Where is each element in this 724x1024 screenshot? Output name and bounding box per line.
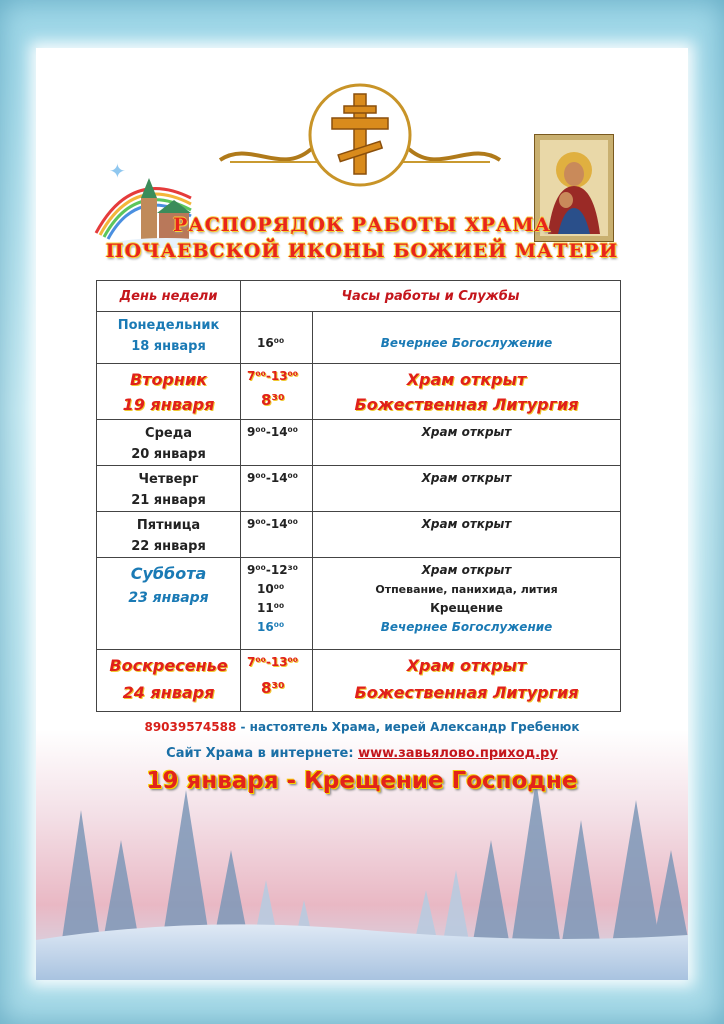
- time-value: 10⁰⁰: [257, 582, 285, 596]
- service-text: Вечернее Богослужение: [380, 336, 553, 350]
- day-name: Суббота: [130, 564, 207, 583]
- time-value: 9⁰⁰-14⁰⁰: [247, 471, 299, 485]
- schedule-table: [96, 280, 621, 712]
- times-cell: [241, 558, 313, 650]
- time-value: 9⁰⁰-14⁰⁰: [247, 425, 299, 439]
- service-text: Божественная Литургия: [354, 683, 579, 702]
- service-text: Божественная Литургия: [354, 395, 579, 414]
- day-cell: [97, 512, 241, 558]
- times-cell: [241, 466, 313, 512]
- day-date: 18 января: [131, 339, 206, 354]
- table-row: [97, 512, 621, 558]
- services-cell: [313, 558, 621, 650]
- title-line-2: ПОЧАЕВСКОЙ ИКОНЫ БОЖИЕЙ МАТЕРИ: [105, 240, 619, 262]
- services-cell: [313, 512, 621, 558]
- header-hours: Часы работы и Службы: [241, 281, 621, 312]
- day-name: Понедельник: [117, 318, 220, 333]
- table-header-row: [97, 281, 621, 312]
- service-text: Храм открыт: [421, 517, 512, 531]
- header-day: День недели: [97, 281, 241, 312]
- day-cell: [97, 312, 241, 364]
- website-line: [36, 746, 688, 761]
- day-cell: [97, 364, 241, 420]
- service-text: Крещение: [430, 601, 503, 615]
- phone-number[interactable]: 89039574588: [144, 720, 237, 734]
- times-cell: [241, 512, 313, 558]
- day-cell: [97, 650, 241, 712]
- table-row: [97, 650, 621, 712]
- times-cell: [241, 364, 313, 420]
- day-date: 23 января: [128, 590, 209, 606]
- times-cell: [241, 420, 313, 466]
- cross-ornament-image: [210, 80, 510, 200]
- day-name: Воскресенье: [109, 656, 228, 675]
- services-cell: [313, 466, 621, 512]
- service-text: Вечернее Богослужение: [380, 620, 553, 634]
- time-value: 8³⁰: [261, 391, 285, 409]
- service-text: Храм открыт: [421, 425, 512, 439]
- day-date: 19 января: [122, 395, 215, 414]
- time-value: 16⁰⁰: [257, 620, 285, 634]
- feast-announcement: 19 января - Крещение Господне: [146, 768, 578, 794]
- website-link[interactable]: www.завьялово.приход.ру: [358, 746, 558, 761]
- service-text: Храм открыт: [421, 563, 512, 577]
- service-text: Храм открыт: [406, 370, 527, 389]
- service-text: [313, 315, 620, 334]
- day-cell: [97, 420, 241, 466]
- service-text: Храм открыт: [406, 656, 527, 675]
- table-row: [97, 364, 621, 420]
- day-date: 20 января: [131, 447, 206, 462]
- day-date: 24 января: [122, 683, 215, 702]
- table-row: [97, 312, 621, 364]
- time-value: 8³⁰: [261, 679, 285, 697]
- svg-text:✦: ✦: [109, 159, 126, 183]
- services-cell: [313, 420, 621, 466]
- day-cell: [97, 558, 241, 650]
- day-date: 22 января: [131, 539, 206, 554]
- service-text: Храм открыт: [421, 471, 512, 485]
- time-value: 7⁰⁰-13⁰⁰: [247, 369, 299, 383]
- table-row: [97, 420, 621, 466]
- day-name: Среда: [145, 426, 192, 441]
- day-name: Пятница: [136, 518, 201, 533]
- poster-sheet: [36, 48, 688, 980]
- table-row: [97, 558, 621, 650]
- time-value: 16⁰⁰: [257, 336, 285, 350]
- time-value: [247, 315, 312, 334]
- day-name: Вторник: [129, 370, 208, 389]
- time-value: 11⁰⁰: [257, 601, 285, 615]
- time-value: 9⁰⁰-14⁰⁰: [247, 517, 299, 531]
- services-cell: [313, 650, 621, 712]
- times-cell: [241, 312, 313, 364]
- time-value: 9⁰⁰-12³⁰: [247, 563, 299, 577]
- contact-line: [36, 720, 688, 734]
- table-row: [97, 466, 621, 512]
- time-value: 7⁰⁰-13⁰⁰: [247, 655, 299, 669]
- services-cell: [313, 364, 621, 420]
- website-label: Сайт Храма в интернете:: [166, 746, 354, 761]
- day-cell: [97, 466, 241, 512]
- services-cell: [313, 312, 621, 364]
- day-date: 21 января: [131, 493, 206, 508]
- day-name: Четверг: [138, 472, 199, 487]
- contact-text: - настоятель Храма, иерей Александр Гребенюк: [236, 720, 580, 734]
- service-text: Отпевание, панихида, лития: [375, 583, 558, 596]
- times-cell: [241, 650, 313, 712]
- title-line-1: РАСПОРЯДОК РАБОТЫ ХРАМА: [173, 214, 551, 236]
